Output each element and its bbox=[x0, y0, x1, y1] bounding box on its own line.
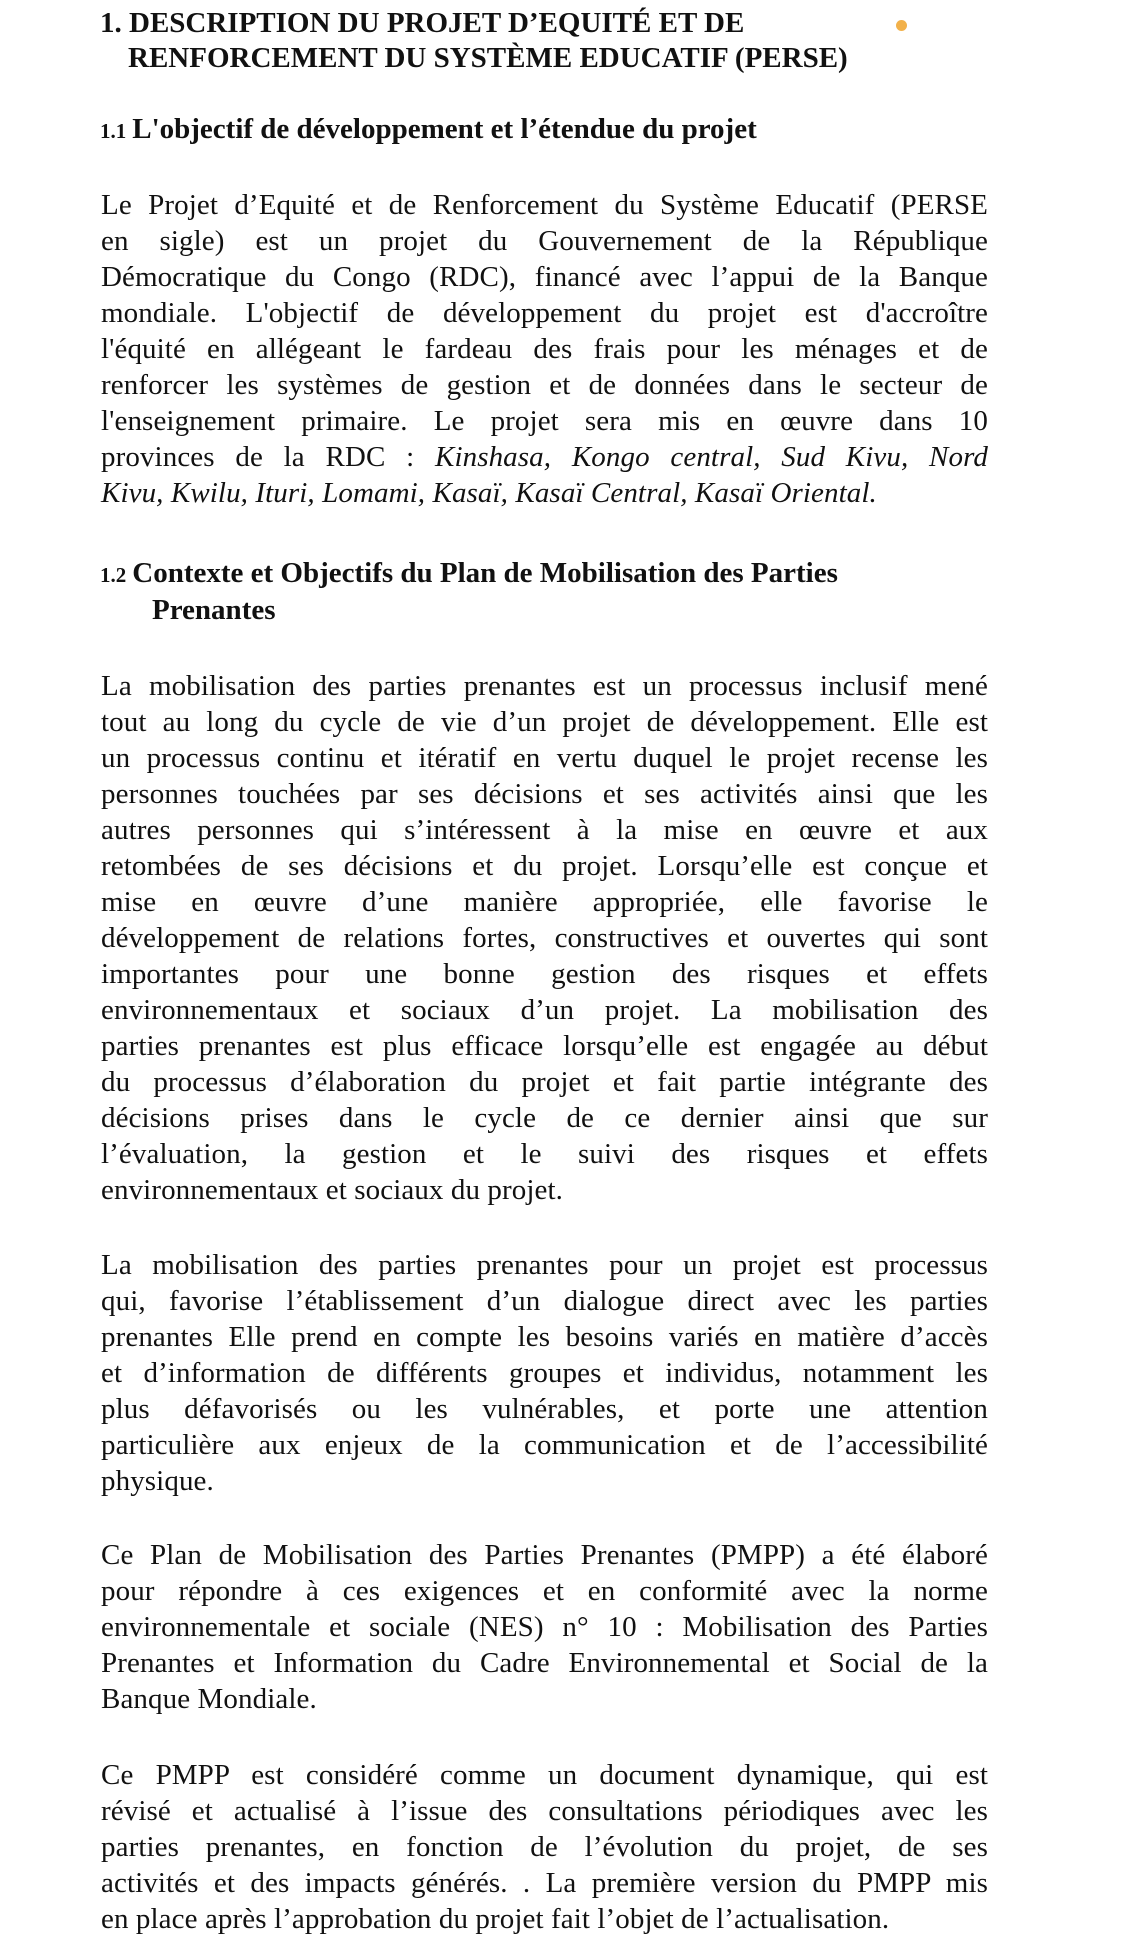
paragraph-line: Démocratique du Congo (RDC), financé avec l’appui de la Banque bbox=[101, 261, 988, 293]
paragraph-line: environnementaux et sociaux d’un projet. La mobilisation des bbox=[101, 994, 988, 1026]
paragraph-line: développement de relations fortes, constructives et ouvertes qui sont bbox=[101, 922, 988, 954]
section-1-2-paragraph-4 bbox=[101, 1757, 988, 1937]
paragraph-line: importantes pour une bonne gestion des risques et effets bbox=[101, 958, 988, 990]
provinces-line-1 bbox=[101, 439, 988, 475]
section-1-1-number: 1.1 bbox=[100, 119, 127, 143]
paragraph-line: personnes touchées par ses décisions et ses activités ainsi que les bbox=[101, 778, 988, 810]
paragraph-line: Ce PMPP est considéré comme un document dynamique, qui est bbox=[101, 1759, 988, 1791]
paragraph-line: La mobilisation des parties prenantes est un processus inclusif mené bbox=[101, 670, 988, 702]
paragraph-line: parties prenantes est plus efficace lorsqu’elle est engagée au début bbox=[101, 1030, 988, 1062]
paragraph-line: tout au long du cycle de vie d’un projet de développement. Elle est bbox=[101, 706, 988, 738]
paragraph-line: Banque Mondiale. bbox=[101, 1683, 317, 1715]
paragraph-line: physique. bbox=[101, 1465, 214, 1497]
paragraph-line: particulière aux enjeux de la communication et de l’accessibilité bbox=[101, 1429, 988, 1461]
paragraph-line: l’évaluation, la gestion et le suivi des risques et effets bbox=[101, 1138, 988, 1170]
paragraph-line: décisions prises dans le cycle de ce dernier ainsi que sur bbox=[101, 1102, 988, 1134]
paragraph-line: révisé et actualisé à l’issue des consultations périodiques avec les bbox=[101, 1795, 988, 1827]
paragraph-line: et d’information de différents groupes et individus, notamment les bbox=[101, 1357, 988, 1389]
paragraph-line: l'équité en allégeant le fardeau des frais pour les ménages et de bbox=[101, 333, 988, 365]
paragraph-line: autres personnes qui s’intéressent à la mise en œuvre et aux bbox=[101, 814, 988, 846]
section-1-1-heading bbox=[100, 112, 1000, 149]
paragraph-line: mondiale. L'objectif de développement du projet est d'accroître bbox=[101, 297, 988, 329]
section-1-2-paragraph-2 bbox=[101, 1247, 988, 1499]
paragraph-line: environnementale et sociale (NES) n° 10 : Mobilisation des Parties bbox=[101, 1611, 988, 1643]
section-1-2-paragraph-1 bbox=[101, 668, 988, 1208]
paragraph-line: en sigle) est un projet du Gouvernement de la République bbox=[101, 225, 988, 257]
paragraph-line: mise en œuvre d’une manière appropriée, elle favorise le bbox=[101, 886, 988, 918]
provinces-line-2 bbox=[101, 475, 988, 511]
provinces-list-part-2: Kivu, Kwilu, Ituri, Lomami, Kasaï, Kasaï Central, Kasaï Oriental. bbox=[101, 477, 877, 509]
paragraph-line: en place après l’approbation du projet fait l’objet de l’actualisation. bbox=[101, 1903, 890, 1935]
section-1-1-paragraph bbox=[101, 187, 988, 511]
paragraph-line: qui, favorise l’établissement d’un dialogue direct avec les parties bbox=[101, 1285, 988, 1317]
paragraph-line: un processus continu et itératif en vertu duquel le projet recense les bbox=[101, 742, 988, 774]
section-1-2-number: 1.2 bbox=[100, 563, 127, 587]
paragraph-line: Prenantes et Information du Cadre Environnemental et Social de la bbox=[101, 1647, 988, 1679]
paragraph-line: plus défavorisés ou les vulnérables, et porte une attention bbox=[101, 1393, 988, 1425]
paragraph-line: environnementaux et sociaux du projet. bbox=[101, 1174, 564, 1206]
section-1-heading-line-1: 1. DESCRIPTION DU PROJET D’EQUITÉ ET DE bbox=[100, 7, 745, 39]
paragraph-line: activités et des impacts générés. . La première version du PMPP mis bbox=[101, 1867, 988, 1899]
paragraph-line: pour répondre à ces exigences et en conformité avec la norme bbox=[101, 1575, 988, 1607]
paragraph-line: prenantes Elle prend en compte les besoins variés en matière d’accès bbox=[101, 1321, 988, 1353]
paragraph-line: renforcer les systèmes de gestion et de données dans le secteur de bbox=[101, 369, 988, 401]
provinces-list-part-1: Kinshasa, Kongo central, Sud Kivu, Nord bbox=[435, 441, 988, 473]
paragraph-line: La mobilisation des parties prenantes pour un projet est processus bbox=[101, 1249, 988, 1281]
paragraph-line: retombées de ses décisions et du projet. Lorsqu’elle est conçue et bbox=[101, 850, 988, 882]
paragraph-line: Ce Plan de Mobilisation des Parties Prenantes (PMPP) a été élaboré bbox=[101, 1539, 988, 1571]
paragraph-line: l'enseignement primaire. Le projet sera mis en œuvre dans 10 bbox=[101, 405, 988, 437]
section-1-2-title-line-2: Prenantes bbox=[152, 594, 276, 626]
section-1-2-title-line-1: Contexte et Objectifs du Plan de Mobilisation des Parties bbox=[132, 557, 838, 589]
section-1-heading bbox=[100, 6, 1000, 76]
paragraph-line: Le Projet d’Equité et de Renforcement du Système Educatif (PERSE bbox=[101, 189, 988, 221]
provinces-prefix: provinces de la RDC : bbox=[101, 441, 435, 473]
section-1-2-heading bbox=[100, 556, 1000, 628]
section-1-1-title: L'objectif de développement et l’étendue du projet bbox=[132, 113, 757, 145]
section-1-2-paragraph-3 bbox=[101, 1537, 988, 1717]
section-1-heading-line-2: RENFORCEMENT DU SYSTÈME EDUCATIF (PERSE) bbox=[128, 42, 848, 74]
paragraph-line: du processus d’élaboration du projet et fait partie intégrante des bbox=[101, 1066, 988, 1098]
paragraph-line: parties prenantes, en fonction de l’évolution du projet, de ses bbox=[101, 1831, 988, 1863]
